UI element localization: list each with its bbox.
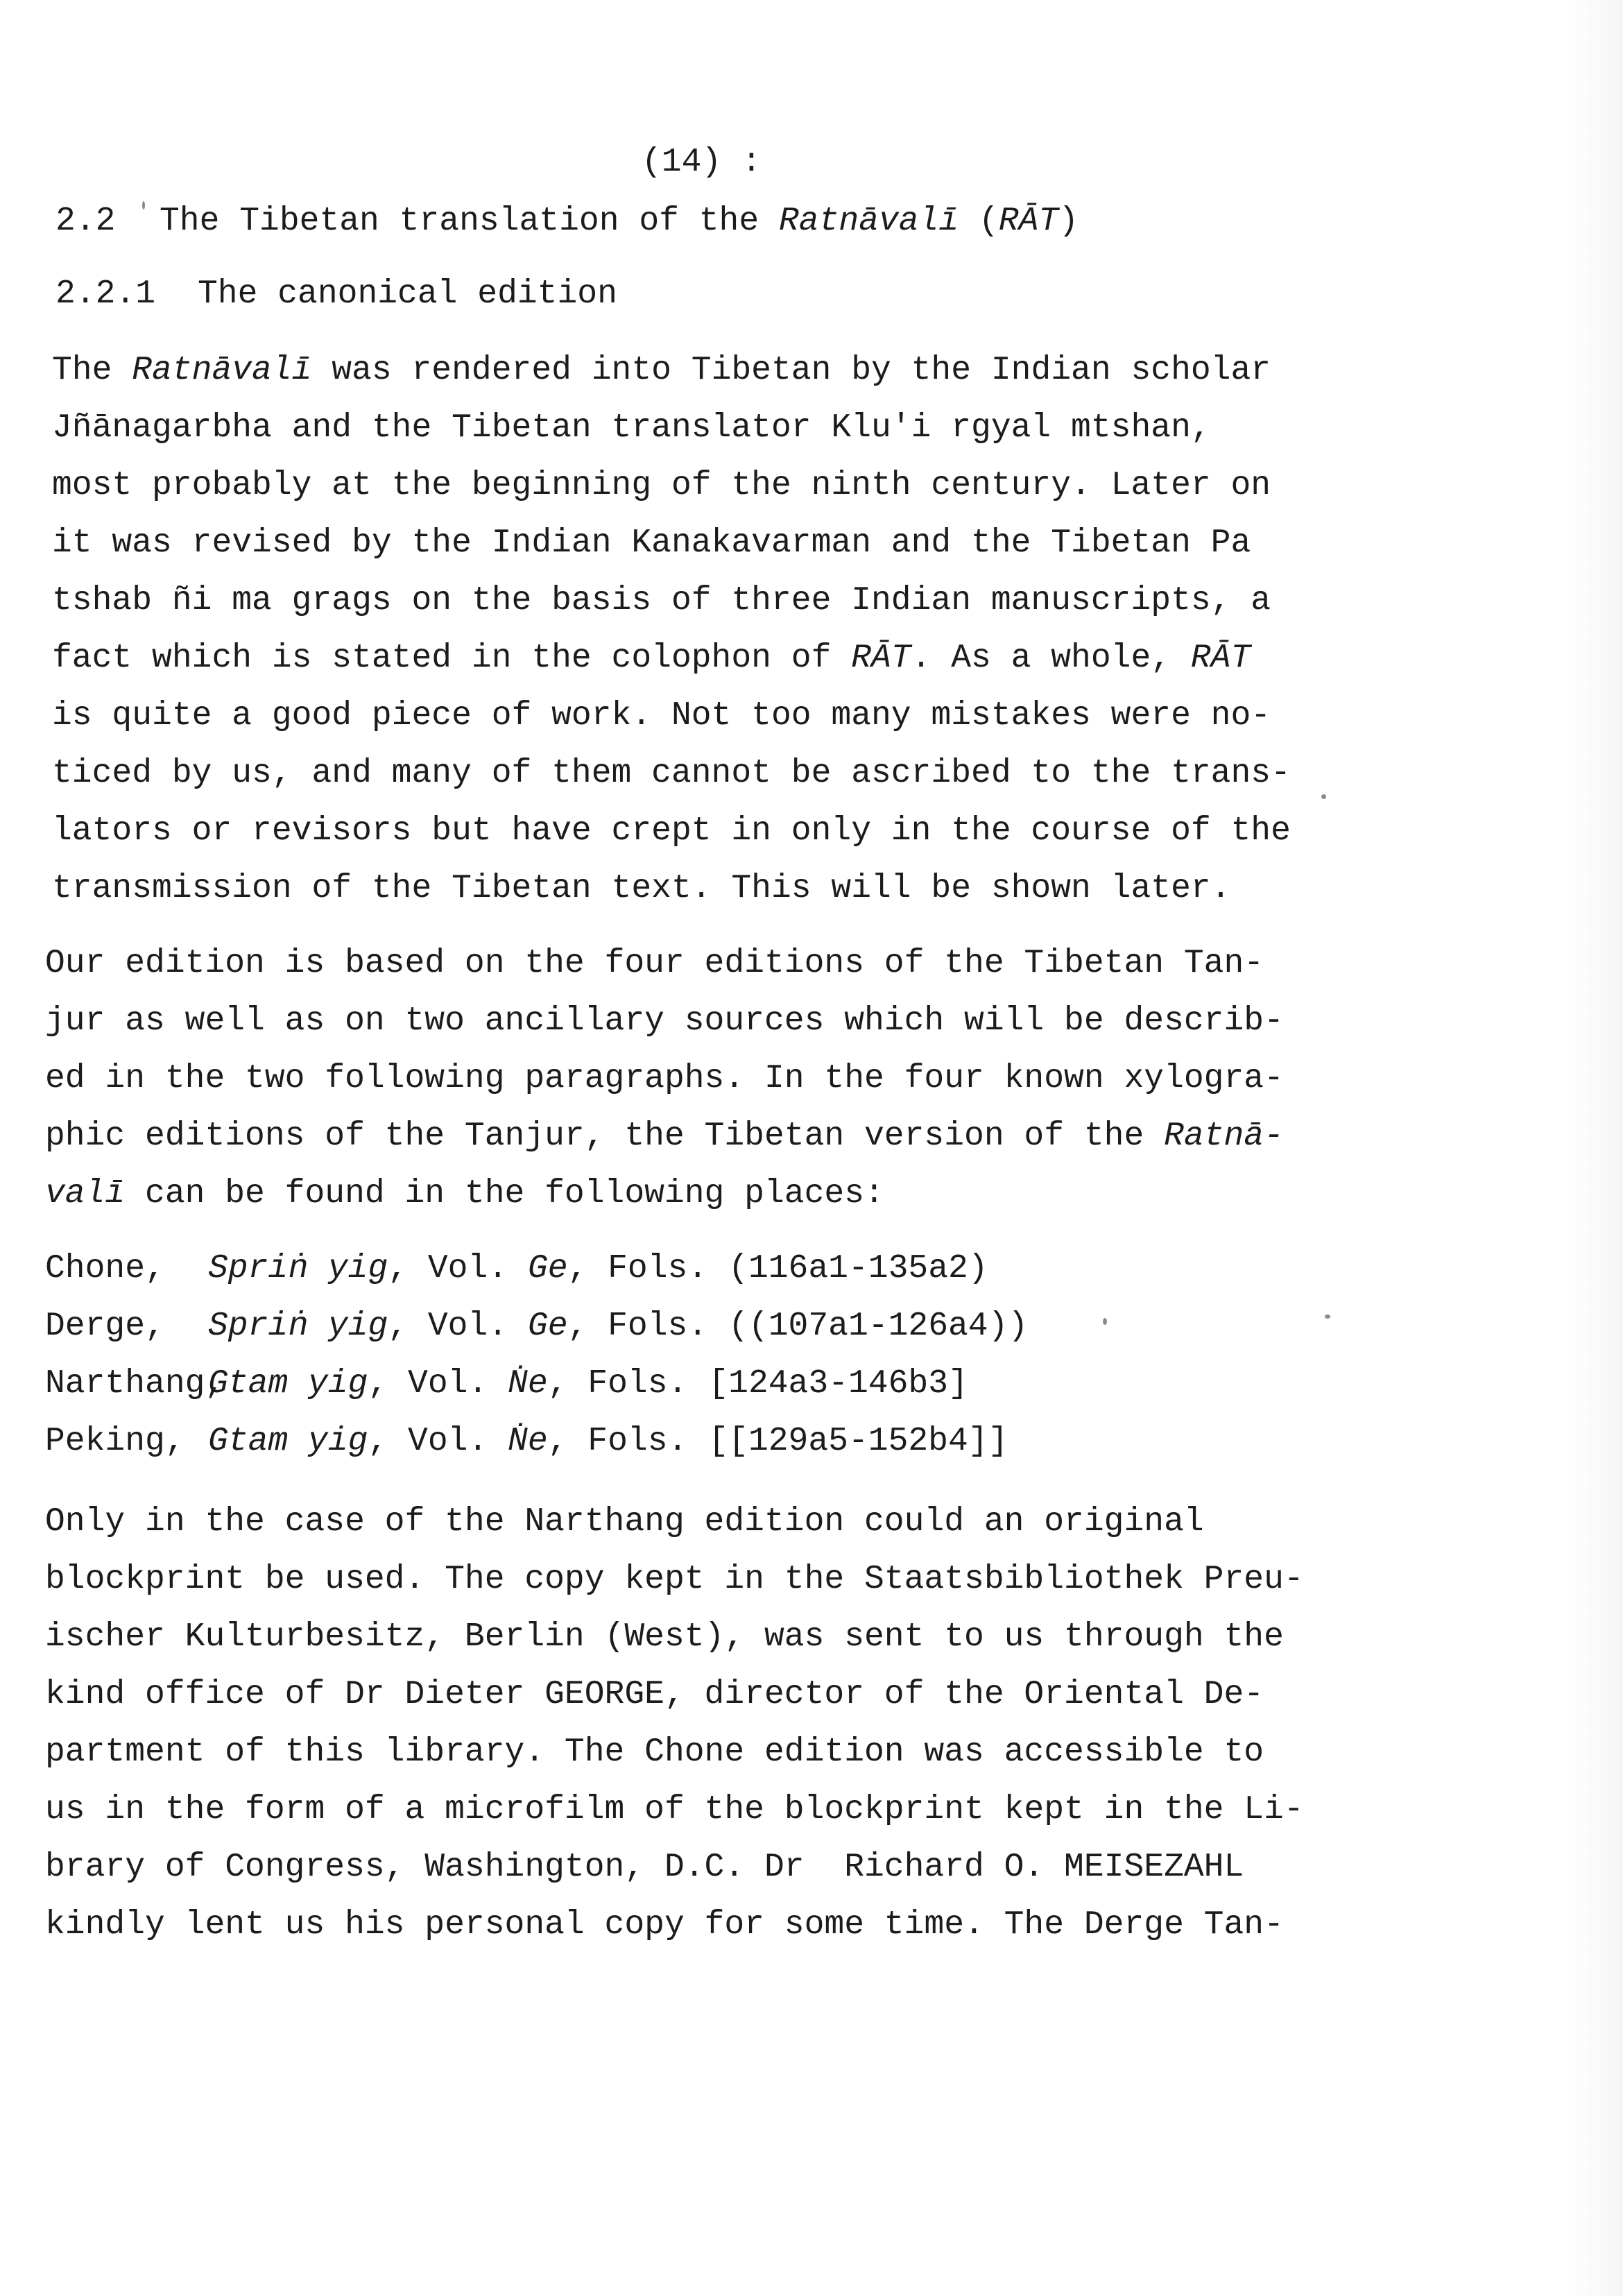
location-fols-label: , Fols. [567,1308,708,1345]
para1-line: most probably at the beginning of the ninth century. Later on [52,467,1271,504]
para3-line: brary of Congress, Washington, D.C. Dr Richard O. MEISEZAHL [45,1849,1244,1886]
location-title: Spriṅ yig [208,1250,388,1287]
para1-line [52,642,1251,675]
location-title: Spriṅ yig [208,1308,388,1345]
scan-speck [1321,794,1326,799]
para1-line: lators or revisors but have crept in only in the course of the [52,812,1291,850]
section-number: 2.2 [55,203,116,240]
location-vol-label: , Vol. [388,1308,528,1345]
location-title: Gtam yig [208,1365,368,1403]
para1-line: tshab ñi ma grags on the basis of three Indian manuscripts, a [52,582,1271,619]
para1-work-title: Ratnāvalī [132,352,312,389]
location-entry [45,1365,968,1403]
location-title: Gtam yig [208,1423,368,1460]
para1-text: fact which is stated in the colophon of [52,640,852,677]
section-title-work: Ratnāvalī [778,203,959,240]
location-vol-label: , Vol. [368,1423,508,1460]
location-vol-label: , Vol. [388,1250,528,1287]
location-volume: Ṅe [508,1423,548,1460]
para2-line: ed in the two following paragraphs. In the four known xylogra- [45,1060,1284,1097]
section-heading [55,205,1079,238]
page-number: (14) : [642,144,762,181]
para3-line: kindly lent us his personal copy for some time. The Derge Tan- [45,1906,1284,1944]
para3-line: partment of this library. The Chone edition was accessible to [45,1733,1264,1771]
section-title-abbr: RĀT [998,203,1059,240]
location-edition: Narthang, [45,1365,225,1403]
subsection-number: 2.2.1 [55,275,156,313]
section-title-open: ( [959,203,999,240]
location-fols-label: , Fols. [547,1365,688,1403]
location-vol-label: , Vol. [368,1365,508,1403]
location-range: (116a1-135a2) [728,1250,988,1287]
para1-line [52,354,1271,387]
para3-line: Only in the case of the Narthang edition could an original [45,1503,1204,1541]
para1-text: was rendered into Tibetan by the Indian scholar [311,352,1271,389]
para1-text: . As a whole, [911,640,1191,677]
para1-abbr: RĀT [851,640,911,677]
scan-edge-shadow [1568,0,1623,2296]
location-volume: Ge [527,1250,568,1287]
para3-line: ischer Kulturbesitz, Berlin (West), was sent to us through the [45,1618,1284,1656]
para1-line: Jñānagarbha and the Tibetan translator Klu'i rgyal mtshan, [52,409,1211,447]
para3-line: blockprint be used. The copy kept in the Staatsbibliothek Preu- [45,1561,1304,1598]
para1-line: is quite a good piece of work. Not too many mistakes were no- [52,697,1271,735]
location-edition: Derge, [45,1308,165,1345]
location-fols-label: , Fols. [567,1250,708,1287]
location-entry [45,1425,1008,1458]
scan-speck [142,201,145,209]
location-range: ((107a1-126a4)) [728,1308,1029,1345]
location-volume: Ge [527,1308,568,1345]
location-edition: Chone, [45,1250,165,1287]
para1-line: it was revised by the Indian Kanakavarman and the Tibetan Pa [52,524,1251,562]
location-fols-label: , Fols. [547,1423,688,1460]
section-title-close: ) [1058,203,1079,240]
para3-line: us in the form of a microfilm of the blockprint kept in the Li- [45,1791,1304,1828]
para1-line: ticed by us, and many of them cannot be ascribed to the trans- [52,755,1291,792]
para2-text: phic editions of the Tanjur, the Tibetan version of the [45,1117,1165,1155]
para2-line: Our edition is based on the four editions of the Tibetan Tan- [45,945,1264,982]
para2-line: jur as well as on two ancillary sources which will be describ- [45,1002,1284,1040]
para2-work-title: Ratnā- [1164,1117,1284,1155]
location-volume: Ṅe [508,1365,548,1403]
location-range: [[129a5-152b4]] [708,1423,1008,1460]
para3-line: kind office of Dr Dieter GEORGE, director of the Oriental De- [45,1676,1264,1713]
section-title-text: The Tibetan translation of the [160,203,779,240]
para2-text: can be found in the following places: [125,1175,884,1213]
para2-work-title: valī [45,1175,126,1213]
location-entry [45,1252,988,1285]
subsection-title: The canonical edition [198,275,617,313]
subsection-heading [55,277,617,311]
para2-line [45,1117,1284,1155]
location-edition: Peking, [45,1423,185,1460]
para2-line [45,1175,884,1213]
scan-speck [1103,1318,1107,1325]
para1-line: transmission of the Tibetan text. This will be shown later. [52,870,1231,907]
location-entry [45,1310,1028,1343]
para1-text: The [52,352,132,389]
location-range: [124a3-146b3] [708,1365,968,1403]
scan-speck [1325,1314,1330,1319]
para1-abbr: RĀT [1190,640,1251,677]
